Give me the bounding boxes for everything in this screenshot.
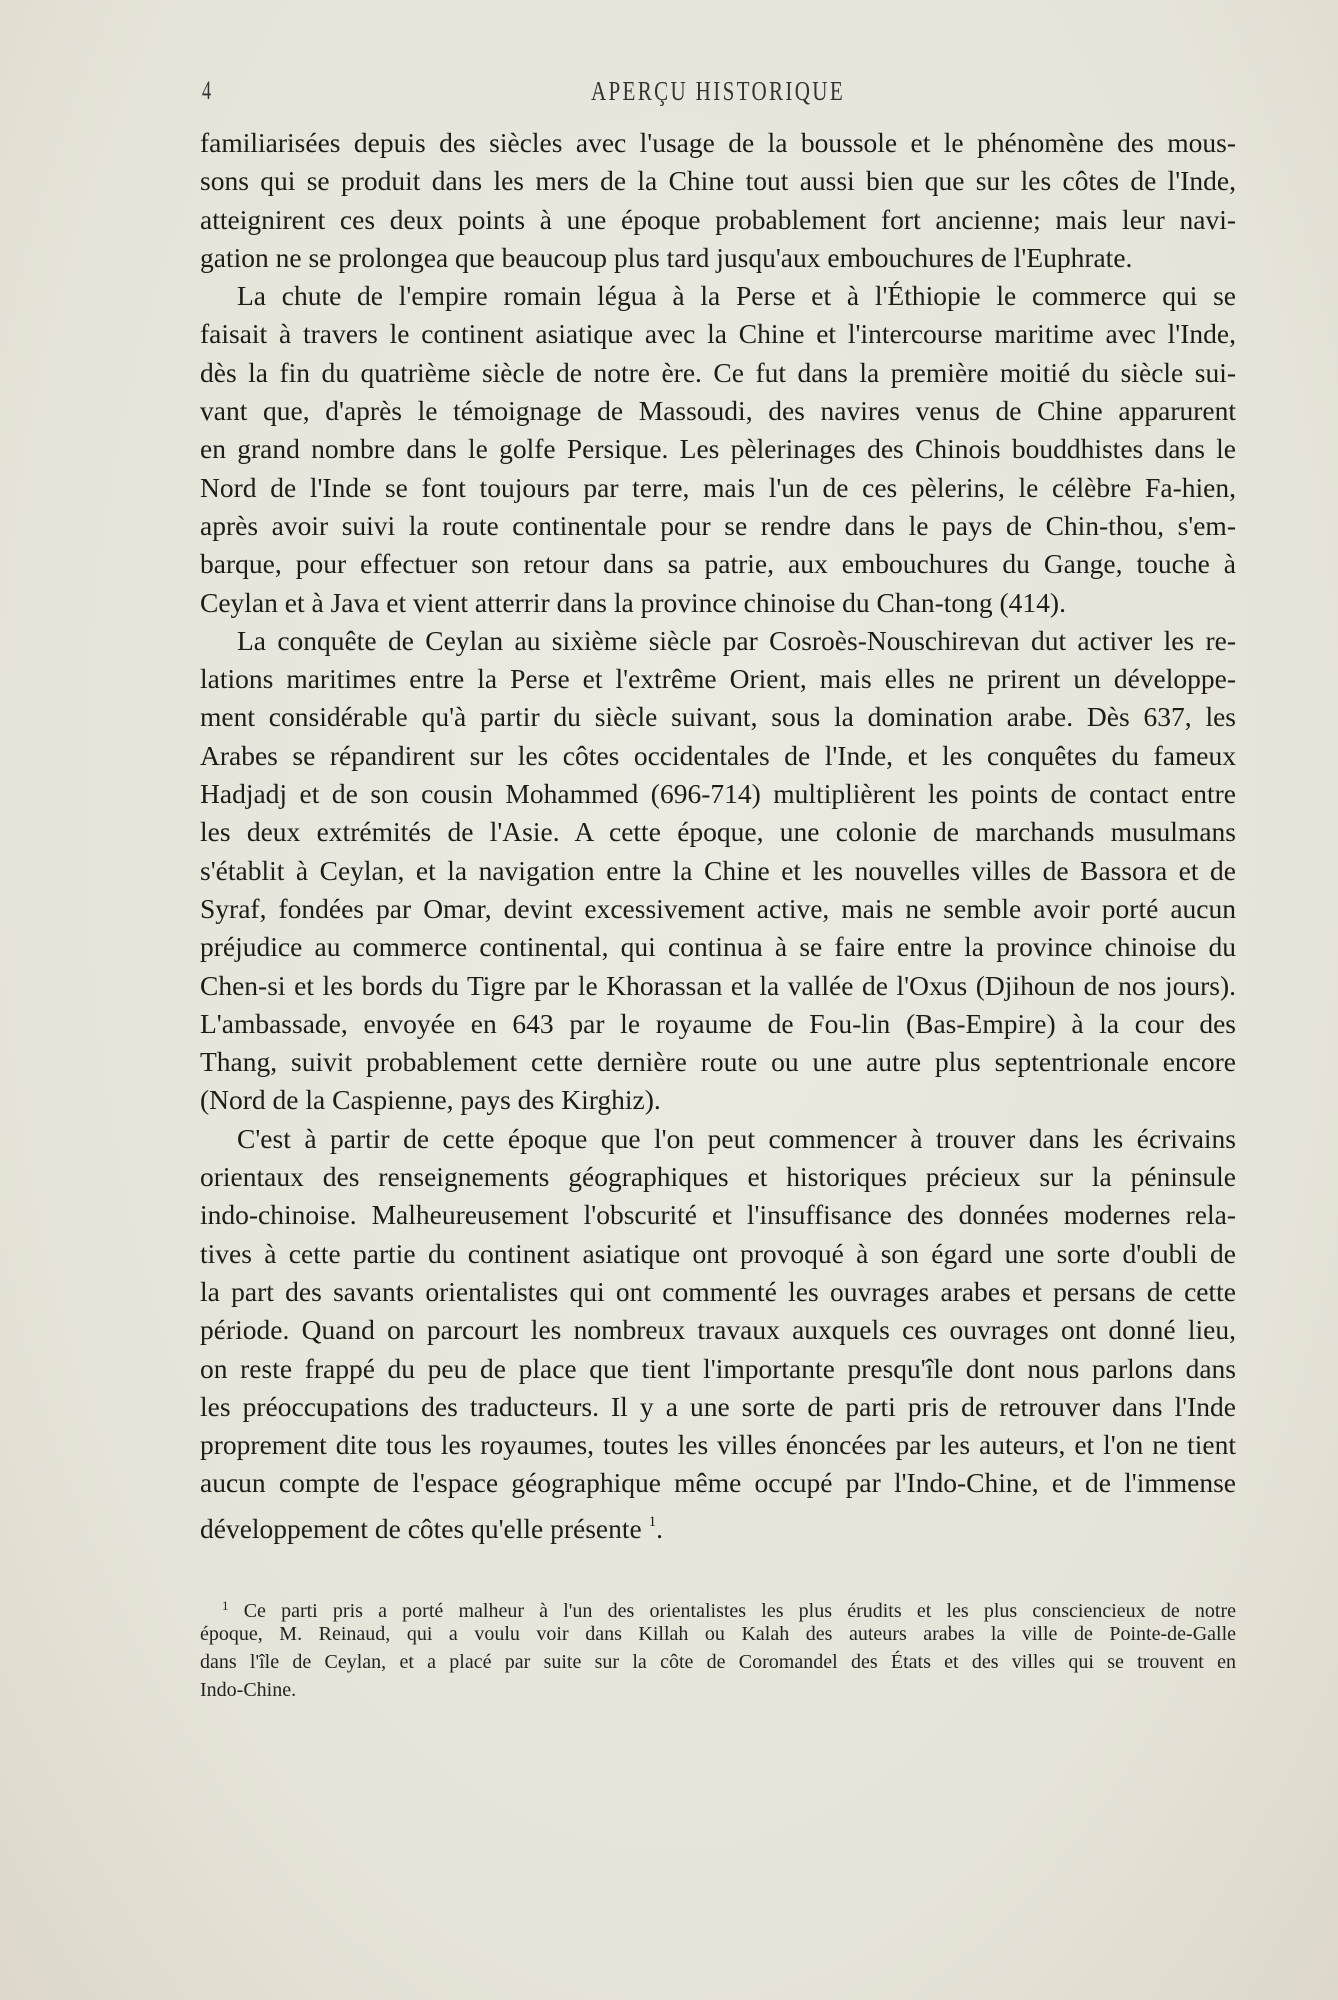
text-line: la part des savants orientalistes qui ont commenté les ouvrages arabes et persans de cette: [200, 1275, 1236, 1307]
text-line: lations maritimes entre la Perse et l'extrême Orient, mais elles ne prirent un développe-: [200, 663, 1236, 695]
text-line: on reste frappé du peu de place que tient l'importante presqu'île dont nous parlons dans: [200, 1352, 1236, 1384]
text-line: La conquête de Ceylan au sixième siècle par Cosroès-Nouschirevan dut activer les re-: [237, 624, 1236, 656]
text-line: (Nord de la Caspienne, pays des Kirghiz).: [200, 1084, 661, 1116]
text-line: La chute de l'empire romain légua à la Perse et à l'Éthiopie le commerce qui se: [237, 280, 1236, 312]
text-line: Syraf, fondées par Omar, devint excessivement active, mais ne semble avoir porté aucun: [200, 892, 1236, 924]
text-line: vant que, d'après le témoignage de Massoudi, des navires venus de Chine apparurent: [200, 395, 1236, 427]
footnote-line: Indo-Chine.: [200, 1679, 297, 1701]
footnote-reference[interactable]: 1: [648, 1513, 657, 1530]
text-line: après avoir suivi la route continentale pour se rendre dans le pays de Chin-thou, s'em-: [200, 509, 1236, 541]
text-line: C'est à partir de cette époque que l'on peut commencer à trouver dans les écrivains: [237, 1122, 1236, 1154]
text-line: les deux extrémités de l'Asie. A cette époque, une colonie de marchands musulmans: [200, 816, 1236, 848]
text-line: aucun compte de l'espace géographique même occupé par l'Indo-Chine, et de l'immense: [200, 1467, 1236, 1499]
text-line: L'ambassade, envoyée en 643 par le royaume de Fou-lin (Bas-Empire) à la cour des: [200, 1007, 1236, 1039]
paragraph: [200, 124, 1236, 277]
body-text: [200, 124, 1236, 1544]
text-line: familiarisées depuis des siècles avec l'usage de la boussole et le phénomène des mous-: [200, 127, 1236, 158]
text-line: en grand nombre dans le golfe Persique. Les pèlerinages des Chinois bouddhistes dans le: [200, 433, 1236, 465]
text-line: indo-chinoise. Malheureusement l'obscurité et l'insuffisance des données modernes rela-: [200, 1199, 1236, 1231]
text-line: ment considérable qu'à partir du siècle suivant, sous la domination arabe. Dès 637, les: [200, 701, 1236, 733]
text-line: orientaux des renseignements géographiques et historiques précieux sur la péninsule: [200, 1161, 1236, 1193]
page-number: 4: [202, 76, 212, 105]
footnote-line: dans l'île de Ceylan, et a placé par suite sur la côte de Coromandel des États et des villes qui se trouvent en: [200, 1651, 1236, 1673]
text-line: faisait à travers le continent asiatique avec la Chine et l'intercourse maritime avec l'Inde,: [200, 318, 1236, 350]
text-line: barque, pour effectuer son retour dans sa patrie, aux embouchures du Gange, touche à: [200, 548, 1236, 580]
text-line: dès la fin du quatrième siècle de notre ère. Ce fut dans la première moitié du siècle sui-: [200, 356, 1236, 388]
text-line: préjudice au commerce continental, qui continua à se faire entre la province chinoise du: [200, 931, 1236, 963]
footnotes: [200, 1592, 1236, 1704]
text-line: sons qui se produit dans les mers de la Chine tout aussi bien que sur les côtes de l'Inde,: [200, 165, 1236, 197]
text-line: Arabes se répandirent sur les côtes occidentales de l'Inde, et les conquêtes du fameux: [200, 739, 1236, 771]
text-line: gation ne se prolongea que beaucoup plus tard jusqu'aux embouchures de l'Euphrate.: [200, 241, 1133, 273]
paragraph: [200, 277, 1236, 622]
running-title: APERÇU HISTORIQUE: [590, 76, 846, 106]
running-head: [200, 72, 1236, 106]
footnote-marker: 1: [222, 1598, 229, 1613]
paragraph: [200, 622, 1236, 1120]
text-line: Chen-si et les bords du Tigre par le Khorassan et la vallée de l'Oxus (Djihoun de nos jours).: [200, 969, 1236, 1001]
text-line: développement de côtes qu'elle présente $^1$.: [200, 1512, 663, 1544]
text-line: Hadjadj et de son cousin Mohammed (696-714) multiplièrent les points de contact entre: [200, 778, 1236, 810]
paragraph: [200, 1120, 1236, 1544]
text-line: atteignirent ces deux points à une époque probablement fort ancienne; mais leur navi-: [200, 203, 1236, 235]
text-line: Nord de l'Inde se font toujours par terre, mais l'un de ces pèlerins, le célèbre Fa-hien,: [200, 471, 1236, 503]
text-line: tives à cette partie du continent asiatique ont provoqué à son égard une sorte d'oubli de: [200, 1237, 1236, 1269]
text-line: s'établit à Ceylan, et la navigation entre la Chine et les nouvelles villes de Bassora et de: [200, 854, 1236, 886]
text-line: proprement dite tous les royaumes, toutes les villes énoncées par les auteurs, et l'on ne tient: [200, 1429, 1236, 1461]
footnote-line: époque, M. Reinaud, qui a voulu voir dans Killah ou Kalah des auteurs arabes la ville de Pointe-de-Galle: [200, 1623, 1236, 1645]
text-line: période. Quand on parcourt les nombreux travaux auxquels ces ouvrages ont donné lieu,: [200, 1314, 1236, 1346]
text-line: Thang, suivit probablement cette dernière route ou une autre plus septentrionale encore: [200, 1046, 1236, 1078]
text-line: les préoccupations des traducteurs. Il y a une sorte de parti pris de retrouver dans l'Inde: [200, 1390, 1236, 1422]
text-line: Ceylan et à Java et vient atterrir dans la province chinoise du Chan-tong (414).: [200, 586, 1066, 618]
footnote-line: $^1$ Ce parti pris a porté malheur à l'un des orientalistes les plus érudits et les plus consciencieux de notre: [222, 1598, 1236, 1622]
